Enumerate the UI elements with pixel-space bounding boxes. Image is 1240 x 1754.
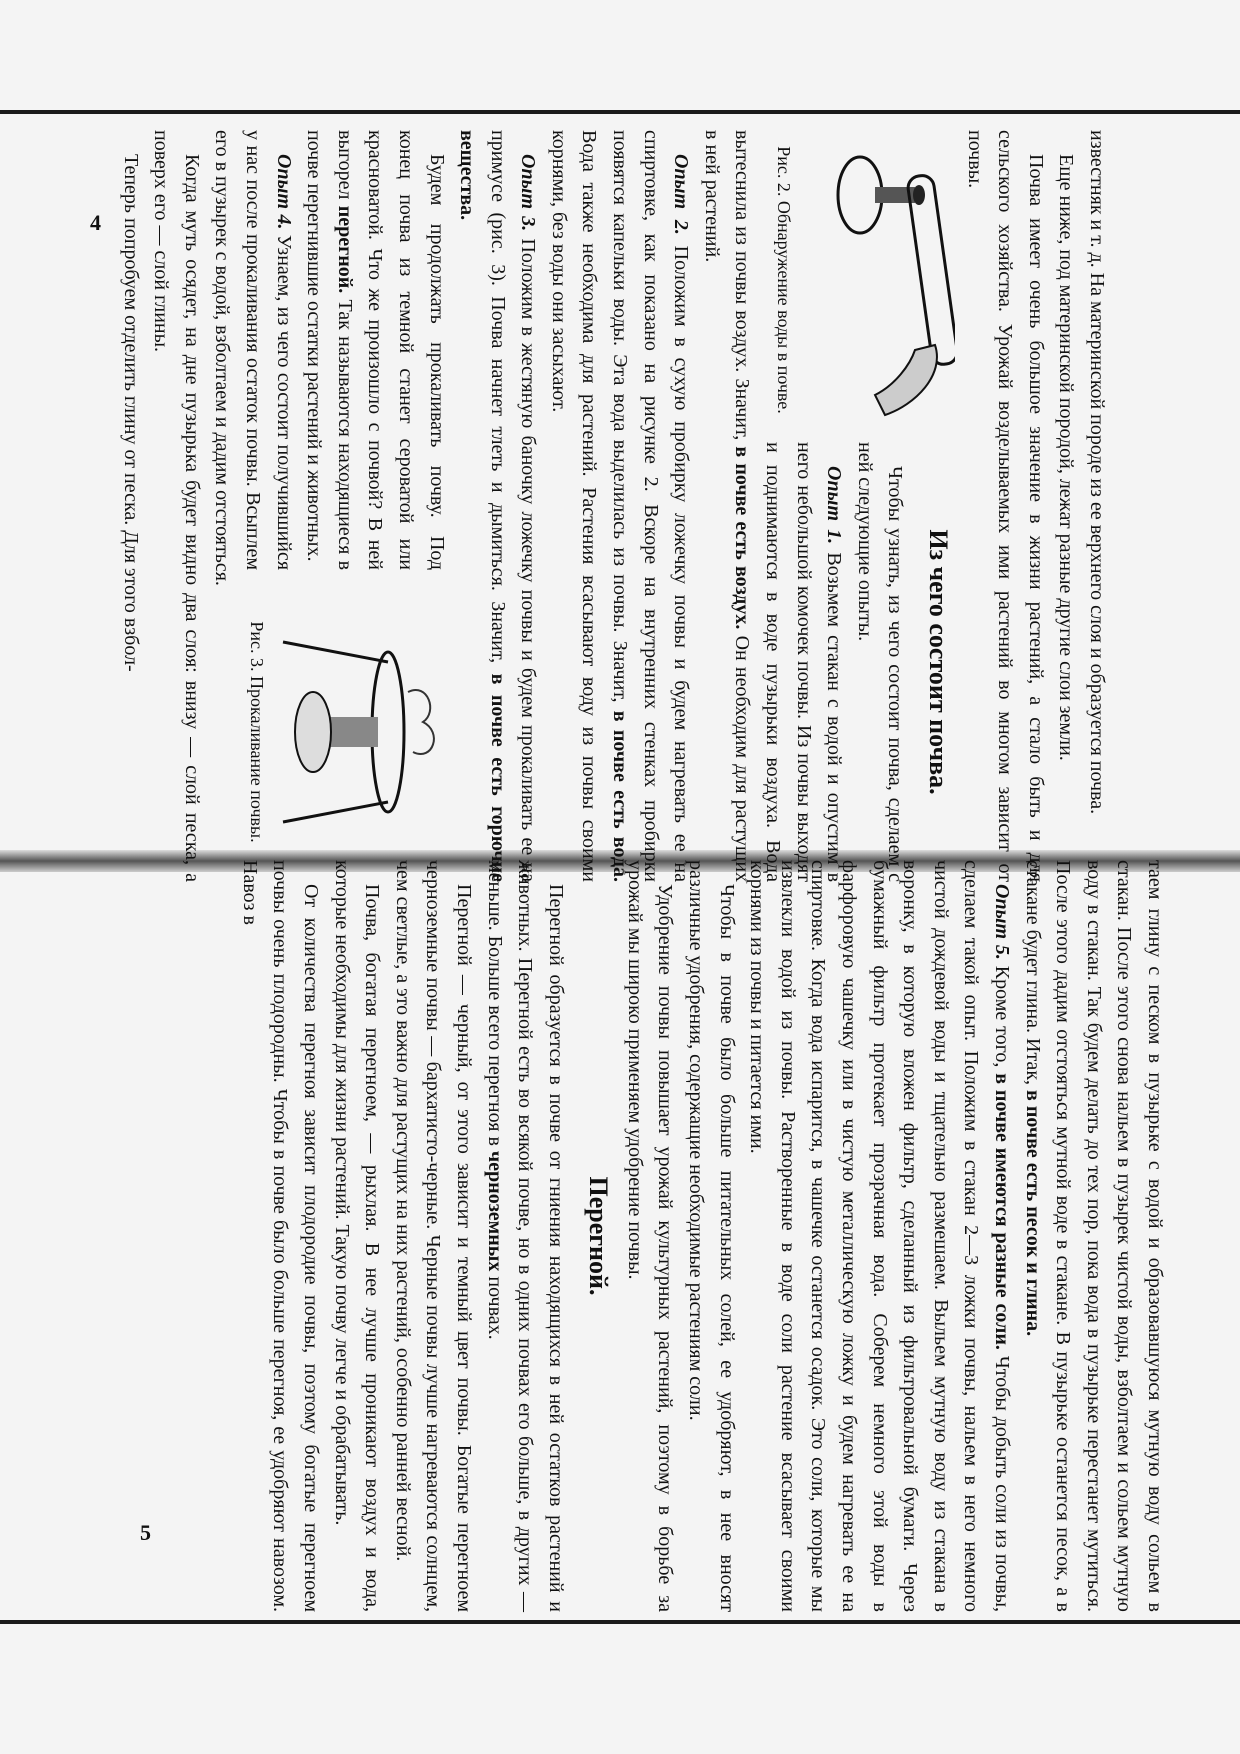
figure-2-caption: Рис. 2. Обнаружение воды в почве. bbox=[774, 146, 795, 414]
left-para-6: Когда муть осядет, на дне пузырька будет видно два слоя: внизу — слой песка, а поверх его — слой глины. bbox=[150, 130, 203, 882]
test-tube-illustration bbox=[805, 135, 955, 425]
left-para-4: Чтобы узнать, из чего состоит почва, сделаем с ней следующие опыты. bbox=[853, 442, 907, 882]
left-para-1: известняк и т. д. На материнской породе из ее верхнего слоя и образуется почва. bbox=[1086, 130, 1108, 815]
left-para-5: Будем продолжать прокаливать почву. Под конец почва из темной станет сероватой или красноватой. Что же произошло с почвой? В ней выгорел перегной. Так называются находящиеся в почве перегнившие остатки растений и животных. bbox=[303, 130, 448, 571]
right-heading: Перегной. bbox=[584, 1176, 614, 1296]
right-para-1: таем глину с песком в пузырьке с водой и образовавшуюся мутную воду сольем в стакан. После этого снова нальем в пузырек чистой воды, взболтаем и сольем мутную воду в стакан. Так будем делать до тех пор, пока вода в пузырьке перестанет мутиться. После этого дадим отстояться мутной воде в стакане. В пузырьке останется песок, а в стакане будет глина. Итак, в почве есть песок и глина. bbox=[1021, 860, 1166, 1612]
right-para-3: Удобрение почвы повышает урожай культурных растений, поэтому в борьбе за урожай мы широко применяем удобрение почвы. bbox=[623, 860, 677, 1612]
figure-3-caption: Рис. 3. Прокаливание почвы. bbox=[246, 621, 267, 843]
experiment-2: Опыт 2. Положим в сухую пробирку ложечку почвы и будем нагревать ее на спиртовке, как показано на рисунке 2. Вскоре на внутренних стенках пробирки появятся капельки воды. Эта вода выделилась из почвы. Значит, в почве есть вода. Вода также необходима для растений. Растения всасывают воду из почвы своими корнями, без воды они засыхают. bbox=[547, 130, 693, 883]
right-para-6: Почва, богатая перегноем, — рыхлая. В нее лучше проникают воздух и вода, которые необходимы для жизни растений. Такую почву легче и обрабатывать. bbox=[330, 860, 384, 1612]
page-edge-top bbox=[0, 110, 1240, 114]
right-para-5: Перегной — черный, от этого зависит и темный цвет почвы. Богатые перегноем черноземные почвы — бархатисто-черные. Черные почвы лучше нагреваются солнцем, чем светлые, а это важно для растущих на них растений, особенно ранней весной. bbox=[391, 860, 475, 1612]
primus-illustration bbox=[278, 622, 448, 842]
right-para-2: Чтобы в почве было больше питательных солей, ее удобряют, в нее вносят различные удобрения, содержащие необходимые растениям соли. bbox=[685, 860, 738, 1612]
left-heading: Из чего состоит почва. bbox=[924, 529, 954, 795]
experiment-5: Опыт 5. Кроме того, в почве имеются разные соли. Чтобы добыть соли из почвы, сделаем такой опыт. Положим в стакан 2—3 ложки почвы, нальем в него немного чистой дождевой воды и тщательно размешаем. Выльем мутную воду из стакана в воронку, в которую вложен фильтр, сделанный из фильтровальной бумаги. Через бумажный фильтр протекает прозрачная вода. Соберем немного этой воды в фарфоровую чашечку или в чистую металлическую ложку и будем нагревать ее на спиртовке. Когда вода испарится, в чашечке останется осадок. Это соли, которые мы извлекли водой из почвы. Растворенные в воде соли растение всасывает своими корнями из почвы и питается ими. bbox=[746, 860, 1014, 1613]
right-para-7: От количества перегноя зависит плодородие почвы, поэтому богатые перегноем почвы очень плодородны. Чтобы в почве было больше перегноя, ее удобряют навозом. Навоз в bbox=[238, 860, 322, 1612]
page-number-5: 5 bbox=[140, 1520, 151, 1545]
experiment-1: Опыт 1. Возьмем стакан с водой и опустим в него небольшой комочек почвы. Из почвы выходят и поднимаются в воде пузырьки воздуха. Вода вытеснила из почвы воздух. Значит, в почве есть воздух. Он необходим для растущих в ней растений. bbox=[700, 130, 846, 883]
left-para-2: Еще ниже, под материнской породой, лежат разные другие слои земли. bbox=[1055, 154, 1078, 761]
page-number-4: 4 bbox=[90, 210, 101, 235]
left-para-7: Теперь попробуем отделить глину от песка. Для этого взбол- bbox=[119, 154, 142, 672]
figure-3 bbox=[246, 582, 448, 882]
right-page bbox=[234, 860, 1170, 1612]
left-page bbox=[115, 130, 1112, 882]
figure-2 bbox=[773, 130, 955, 430]
left-para-3: Почва имеет очень большое значение в жизни растений, а стало быть и для сельского хозяйства. Урожай возделываемых ими растений во многом зависит от почвы. bbox=[963, 130, 1047, 882]
experiment-3: Опыт 3. Положим в жестяную баночку ложечку почвы и будем прокаливать ее на примусе (рис. 3). Почва начнет тлеть и дымиться. Значит, в почве есть горючие вещества. bbox=[456, 130, 540, 883]
page-edge-bottom bbox=[0, 1620, 1240, 1624]
right-para-4: Перегной образуется в почве от гниения находящихся в ней остатков растений и животных. Перегной есть во всякой почве, но в одних почвах его больше, в других — меньше. Больше всего перегноя в черноземных почвах. bbox=[483, 860, 567, 1612]
experiment-4: Опыт 4. Узнаем, из чего состоит получившийся у нас после прокаливания остаток почвы. Всыплем его в пузырек с водой, взболтаем и дадим отстояться. bbox=[211, 130, 295, 586]
